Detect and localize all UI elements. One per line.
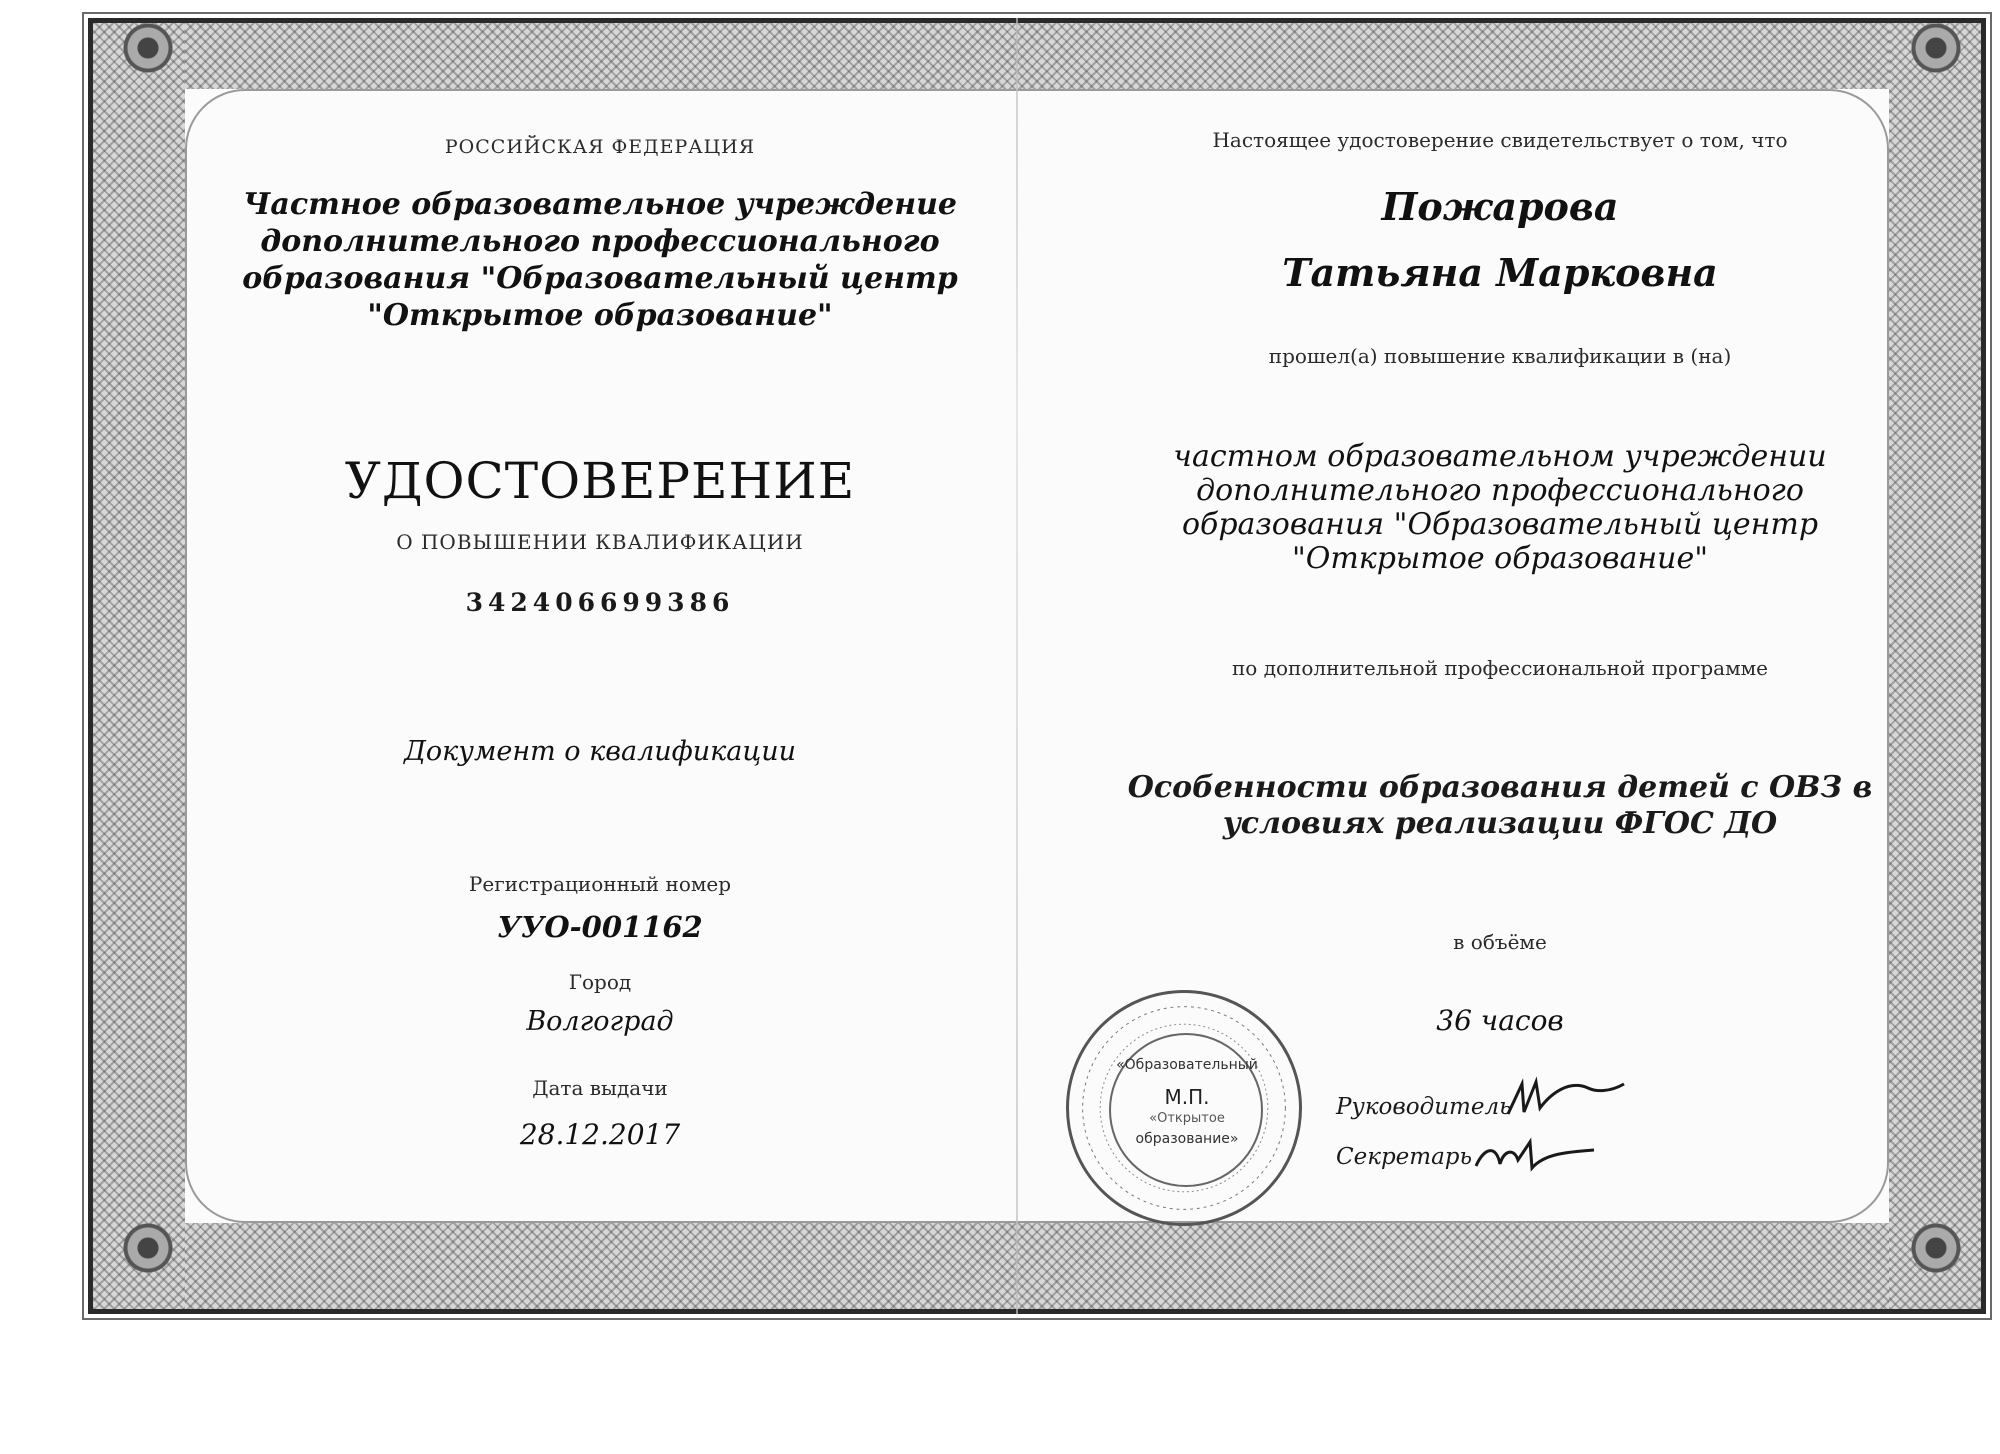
issuer-line: образования "Образовательный центр: [242, 261, 958, 296]
document-number: 342406699386: [465, 588, 735, 617]
registration-number: УУО-001162: [497, 910, 703, 944]
holder-surname: Пожарова: [1381, 184, 1619, 229]
document-title: УДОСТОВЕРЕНИЕ: [344, 452, 856, 510]
stamp-inner-mid: «Открытое: [1149, 1111, 1225, 1126]
holder-given-names: Татьяна Марковна: [1282, 250, 1718, 295]
organization-line: "Открытое образование": [1291, 541, 1709, 576]
organization-line: дополнительного профессионального: [1196, 473, 1804, 508]
secretary-signature: [1470, 1130, 1600, 1180]
organization-line: частном образовательном учреждении: [1173, 439, 1827, 474]
stamp-inner-bottom: образование»: [1135, 1131, 1239, 1147]
program-name: [1120, 770, 1880, 842]
country-label: РОССИЙСКАЯ ФЕДЕРАЦИЯ: [444, 136, 756, 158]
program-line: условиях реализации ФГОС ДО: [1222, 806, 1778, 841]
issuer-line: "Открытое образование": [367, 298, 833, 333]
intro-text: Настоящее удостоверение свидетельствует о том, что: [1212, 128, 1788, 152]
issuer-line: Частное образовательное учреждение: [243, 187, 957, 222]
program-label: по дополнительной профессиональной программе: [1231, 656, 1769, 680]
border-left: [93, 23, 185, 1309]
volume-value: 36 часов: [1436, 1004, 1564, 1037]
volume-label: в объёме: [1453, 930, 1547, 954]
head-label: Руководитель: [1336, 1094, 1512, 1120]
issue-date-value: 28.12.2017: [519, 1118, 681, 1151]
document-type: Документ о квалификации: [403, 736, 797, 767]
secretary-label: Секретарь: [1336, 1144, 1473, 1170]
stamp-center: М.П.: [1164, 1085, 1210, 1109]
border-top: [93, 23, 1981, 89]
issue-date-label: Дата выдачи: [532, 1076, 668, 1100]
border-right: [1889, 23, 1981, 1309]
organization-line: образования "Образовательный центр: [1181, 507, 1819, 542]
issuer-organization: [240, 186, 960, 334]
stamp-inner-top: «Образовательный: [1116, 1057, 1258, 1073]
head-signature: [1500, 1070, 1630, 1130]
program-line: Особенности образования детей с ОВЗ в: [1127, 770, 1873, 805]
issuer-line: дополнительного профессионального: [260, 224, 940, 259]
passed-training-text: прошел(а) повышение квалификации в (на): [1268, 344, 1732, 368]
registration-label: Регистрационный номер: [468, 872, 732, 896]
official-stamp: [1066, 990, 1302, 1226]
training-organization: [1150, 440, 1850, 576]
border-bottom: [93, 1223, 1981, 1309]
city-label: Город: [568, 970, 632, 994]
document-subtitle: О ПОВЫШЕНИИ КВАЛИФИКАЦИИ: [396, 530, 804, 554]
page-fold-line: [1016, 18, 1018, 1314]
city-value: Волгоград: [526, 1006, 674, 1037]
